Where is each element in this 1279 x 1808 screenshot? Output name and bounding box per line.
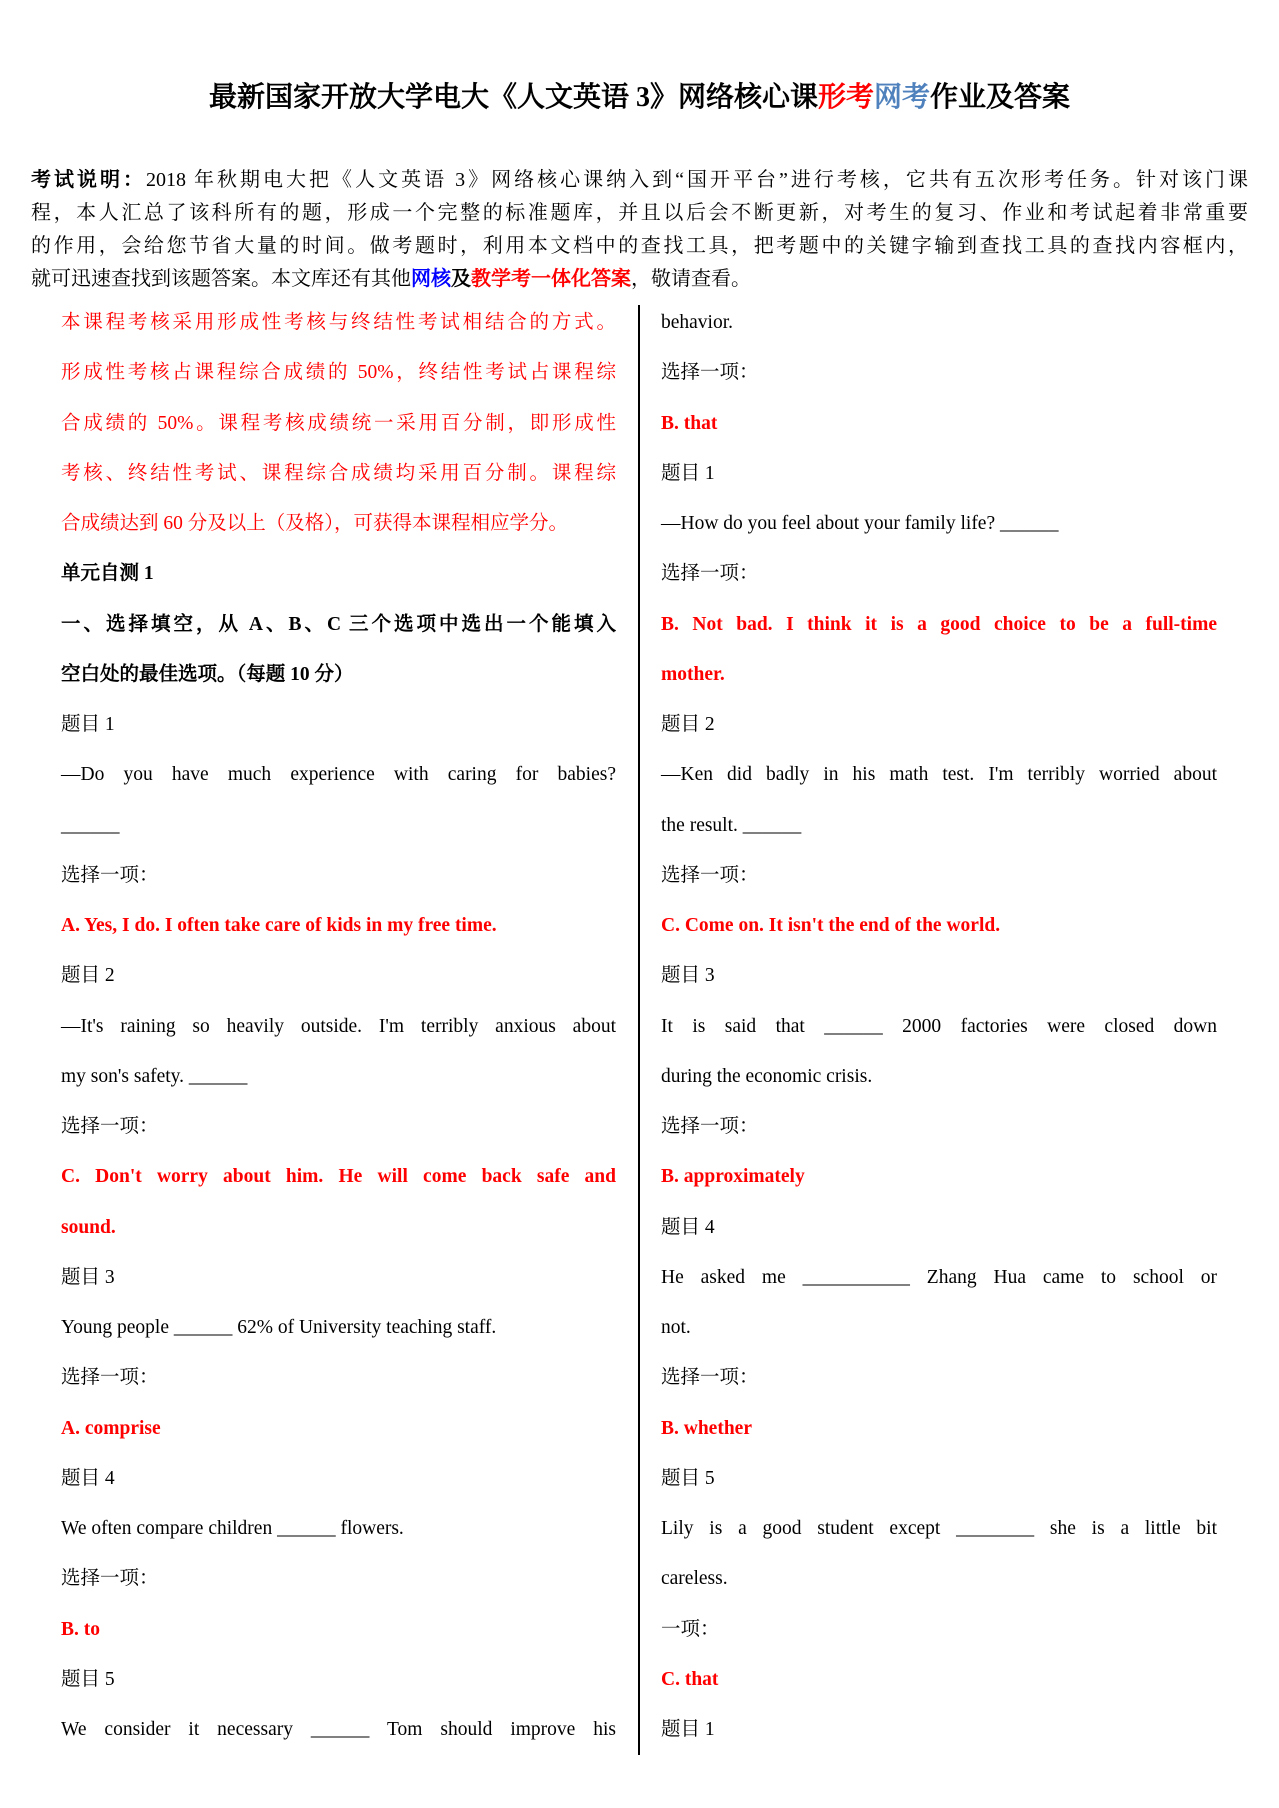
unit-title: 单元自测 1 <box>61 563 154 585</box>
intro-line <box>31 164 1248 197</box>
question-text: ______ <box>61 814 120 836</box>
title-highlight-blue: 网考 <box>874 82 931 113</box>
question-text: We often compare children ______ flowers. <box>61 1518 404 1539</box>
question-text: not. <box>661 1317 691 1338</box>
question-text: behavior. <box>661 312 734 333</box>
exam-instructions <box>31 164 1248 296</box>
assessment-notice-line: 形成性考核占课程综合成绩的 50%，终结性考试占课程综 <box>61 362 616 384</box>
intro-line <box>31 263 1248 296</box>
question-text: —Ken did badly in his math test. I'm terribly worried about <box>661 764 1217 786</box>
question-text: Young people ______ 62% of University teaching staff. <box>61 1317 497 1338</box>
question-number: 题目 1 <box>661 1719 715 1740</box>
intro-text: 就可迅速查找到该题答案。本文库还有其他 <box>31 268 411 290</box>
question-text: He asked me ___________ Zhang Hua came to school or <box>661 1266 1217 1288</box>
choice-prompt: 选择一项： <box>61 1116 159 1137</box>
assessment-notice-line: 合成绩达到 60 分及以上（及格），可获得本课程相应学分。 <box>61 513 569 534</box>
section-heading: 空白处的最佳选项。（每题 10 分） <box>61 663 354 685</box>
intro-link-blue: 网核 <box>411 268 451 290</box>
choice-prompt: 选择一项： <box>661 864 759 886</box>
question-text: my son's safety. ______ <box>61 1065 248 1087</box>
choice-prompt: 选择一项： <box>61 1568 159 1590</box>
question-number: 题目 4 <box>61 1467 115 1489</box>
question-text: the result. ______ <box>661 814 802 836</box>
question-text: —It's raining so heavily outside. I'm terribly anxious about <box>61 1015 616 1037</box>
choice-prompt: 选择一项： <box>661 362 759 384</box>
answer-text: A. comprise <box>61 1417 161 1439</box>
section-heading: 一、选择填空，从 A、B、C 三个选项中选出一个能填入 <box>61 613 616 635</box>
question-number: 题目 1 <box>661 462 715 484</box>
choice-prompt: 选择一项： <box>61 864 159 886</box>
answer-text: B. Not bad. I think it is a good choice to be a full-time <box>661 613 1217 635</box>
answer-text: A. Yes, I do. I often take care of kids in my free time. <box>61 915 497 936</box>
answer-text: C. Don't worry about him. He will come back safe and <box>61 1166 616 1188</box>
answer-text: B. approximately <box>661 1166 805 1188</box>
intro-line: 的作用，会给您节省大量的时间。做考题时，利用本文档中的查找工具，把考题中的关键字输到查找工具的查找内容框内， <box>31 235 1248 257</box>
answer-text: B. whether <box>661 1417 752 1439</box>
choice-prompt: 选择一项： <box>661 563 759 585</box>
question-text: —How do you feel about your family life? ______ <box>661 513 1059 534</box>
answer-text: mother. <box>661 663 725 685</box>
answer-text: B. that <box>661 412 718 434</box>
question-text: careless. <box>661 1568 728 1590</box>
question-number: 题目 3 <box>661 965 715 987</box>
right-column <box>661 298 1217 1755</box>
title-suffix: 作业及答案 <box>930 82 1071 113</box>
intro-label: 考试说明： <box>31 169 147 191</box>
choice-prompt: 选择一项： <box>661 1367 759 1389</box>
question-number: 题目 4 <box>661 1216 715 1238</box>
assessment-notice-line: 本课程考核采用形成性考核与终结性考试相结合的方式。 <box>61 312 616 333</box>
choice-prompt: 选择一项： <box>661 1116 759 1137</box>
question-text: —Do you have much experience with caring for babies? <box>61 764 616 786</box>
question-number: 题目 2 <box>61 965 115 987</box>
assessment-notice-line: 合成绩的 50%。课程考核成绩统一采用百分制，即形成性 <box>61 412 616 434</box>
intro-text: 2018 年秋期电大把《人文英语 3》网络核心课纳入到“国开平台”进行考核，它共有五次形考任务。针对该门课 <box>146 169 1248 191</box>
question-text: We consider it necessary ______ Tom should improve his <box>61 1719 616 1740</box>
choice-prompt: 一项： <box>661 1618 720 1640</box>
question-number: 题目 1 <box>61 714 115 735</box>
document-title <box>0 80 1279 116</box>
question-number: 题目 3 <box>61 1266 115 1288</box>
question-number: 题目 5 <box>61 1668 115 1690</box>
answer-text: C. Come on. It isn't the end of the world. <box>661 915 1001 936</box>
assessment-notice-line: 考核、终结性考试、课程综合成绩均采用百分制。课程综 <box>61 462 616 484</box>
intro-closing: ，敬请查看。 <box>631 268 751 290</box>
title-prefix: 最新国家开放大学电大《人文英语 3》网络核心课 <box>208 82 818 113</box>
left-column <box>61 298 616 1755</box>
choice-prompt: 选择一项： <box>61 1367 159 1389</box>
answer-text: B. to <box>61 1618 100 1640</box>
question-number: 题目 2 <box>661 714 715 735</box>
question-text: during the economic crisis. <box>661 1065 873 1087</box>
column-divider <box>638 305 640 1755</box>
answer-text: C. that <box>661 1668 719 1690</box>
title-highlight-red: 形考 <box>817 82 874 113</box>
question-number: 题目 5 <box>661 1467 715 1489</box>
question-text: Lily is a good student except ________ she is a little bit <box>661 1518 1217 1539</box>
intro-joiner: 及 <box>451 268 471 290</box>
intro-line: 程，本人汇总了该科所有的题，形成一个完整的标准题库，并且以后会不断更新，对考生的复习、作业和考试起着非常重要 <box>31 202 1248 224</box>
intro-link-red: 教学考一体化答案 <box>471 268 631 290</box>
question-text: It is said that ______ 2000 factories were closed down <box>661 1015 1217 1037</box>
answer-text: sound. <box>61 1216 116 1238</box>
